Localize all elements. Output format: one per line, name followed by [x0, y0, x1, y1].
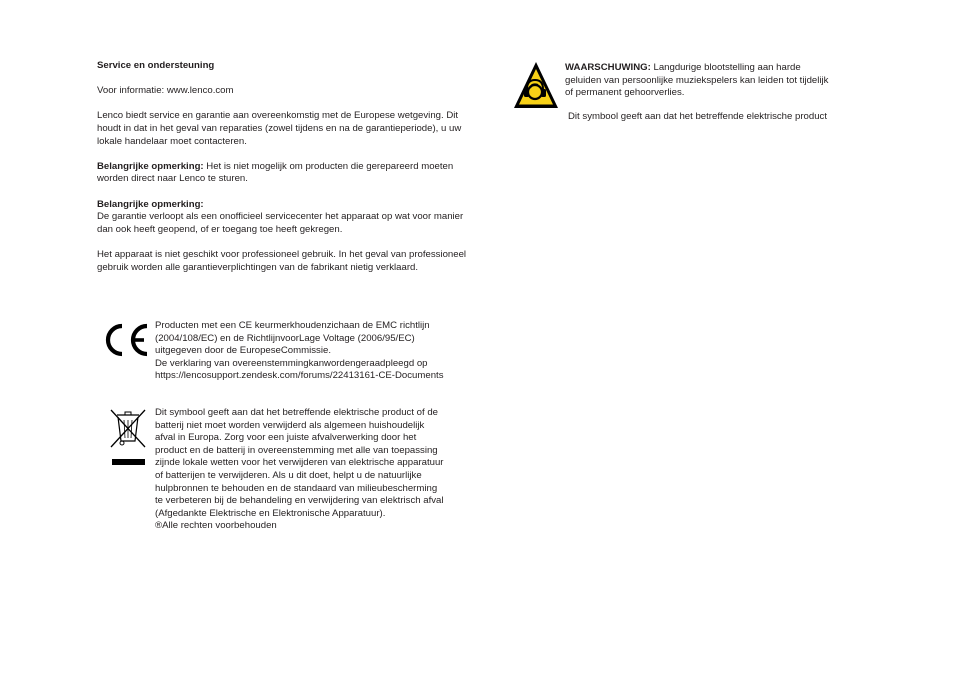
weee-line: product en de batterij in overeenstemming met alle van toepassing: [155, 444, 438, 456]
ce-line: uitgegeven door de EuropeseCommissie.: [155, 345, 331, 357]
warning-line: geluiden van persoonlijke muziekspelers kan leiden tot tijdelijk: [565, 74, 829, 86]
weee-line: Dit symbool geeft aan dat het betreffende elektrische product of de: [155, 407, 439, 418]
warning-line: WAARSCHUWING: Langdurige blootstelling aan harde: [565, 62, 801, 73]
ce-mark-icon: [101, 323, 149, 357]
ce-line: De verklaring van overeenstemmingkanwordengeraadpleegd op: [155, 357, 428, 369]
symbol-explanation: Dit symbool geeft aan dat het betreffende elektrische product: [568, 111, 828, 122]
weee-notice: [155, 407, 475, 533]
note-label: Belangrijke opmerking:: [97, 160, 204, 172]
ce-line: Producten met een CE keurmerkhoudenzichaan de EMC richtlijn: [155, 320, 430, 331]
weee-line: batterij niet moet worden verwijderd als algemeen huishoudelijk: [155, 419, 425, 431]
info-line: Voor informatie: www.lenco.com: [97, 85, 234, 97]
warning-line: of permanent gehoorverlies.: [565, 87, 685, 99]
warning-label: WAARSCHUWING:: [565, 62, 651, 73]
ce-line: (2004/108/EC) en de RichtlijnvoorLage Voltage (2006/95/EC): [155, 332, 415, 344]
note-text: Het is niet mogelijk om producten die gerepareerd moeten worden direct naar Lenco te sturen.: [97, 160, 454, 185]
hearing-warning-icon: [513, 60, 559, 110]
service-paragraph: Lenco biedt service en garantie aan overeenkomstig met de Europese wetgeving. Dit houdt in dat in het geval van reparaties (zowel tijdens en na de garantieperiode), u uw lokale handelaar moet contacteren.: [97, 110, 462, 147]
note-text: De garantie verloopt als een onofficieel servicecenter het apparaat op wat voor manier dan ook heeft geopend, of er toegang toe heeft gekregen.: [97, 211, 464, 235]
service-heading: Service en ondersteuning: [97, 60, 215, 71]
rights-reserved: ®Alle rechten voorbehouden: [155, 520, 277, 532]
note-label: Belangrijke opmerking:: [97, 198, 204, 210]
weee-line: (Afgedankte Elektrische en Elektronische Apparatuur).: [155, 507, 386, 519]
ce-declaration: [155, 320, 475, 383]
important-note-2: [97, 199, 477, 237]
hearing-warning: [565, 62, 865, 100]
professional-use-paragraph: Het apparaat is niet geschikt voor professioneel gebruik. In het geval van professioneel gebruik worden alle garantieverplichtingen van de fabrikant nietig verklaard.: [97, 248, 467, 273]
weee-line: afval in Europa. Zorg voor een juiste afvalverwerking door het: [155, 432, 417, 444]
weee-line: hulpbronnen te behouden en de standaard van milieubescherming: [155, 482, 438, 494]
weee-line: of batterijen te verwijderen. Als u dit doet, helpt u de natuurlijke: [155, 469, 422, 481]
ce-documents-link[interactable]: https://lencosupport.zendesk.com/forums/22413161-CE-Documents: [155, 370, 444, 382]
crossed-out-wheelie-bin-icon: [108, 407, 148, 467]
important-note-1: [97, 161, 477, 186]
service-section: [97, 60, 477, 287]
weee-line: zijnde lokale wetten voor het verwijderen van elektrische apparatuur: [155, 457, 444, 469]
weee-line: te verbeteren bij de behandeling en verwijdering van elektrisch afval: [155, 495, 444, 507]
